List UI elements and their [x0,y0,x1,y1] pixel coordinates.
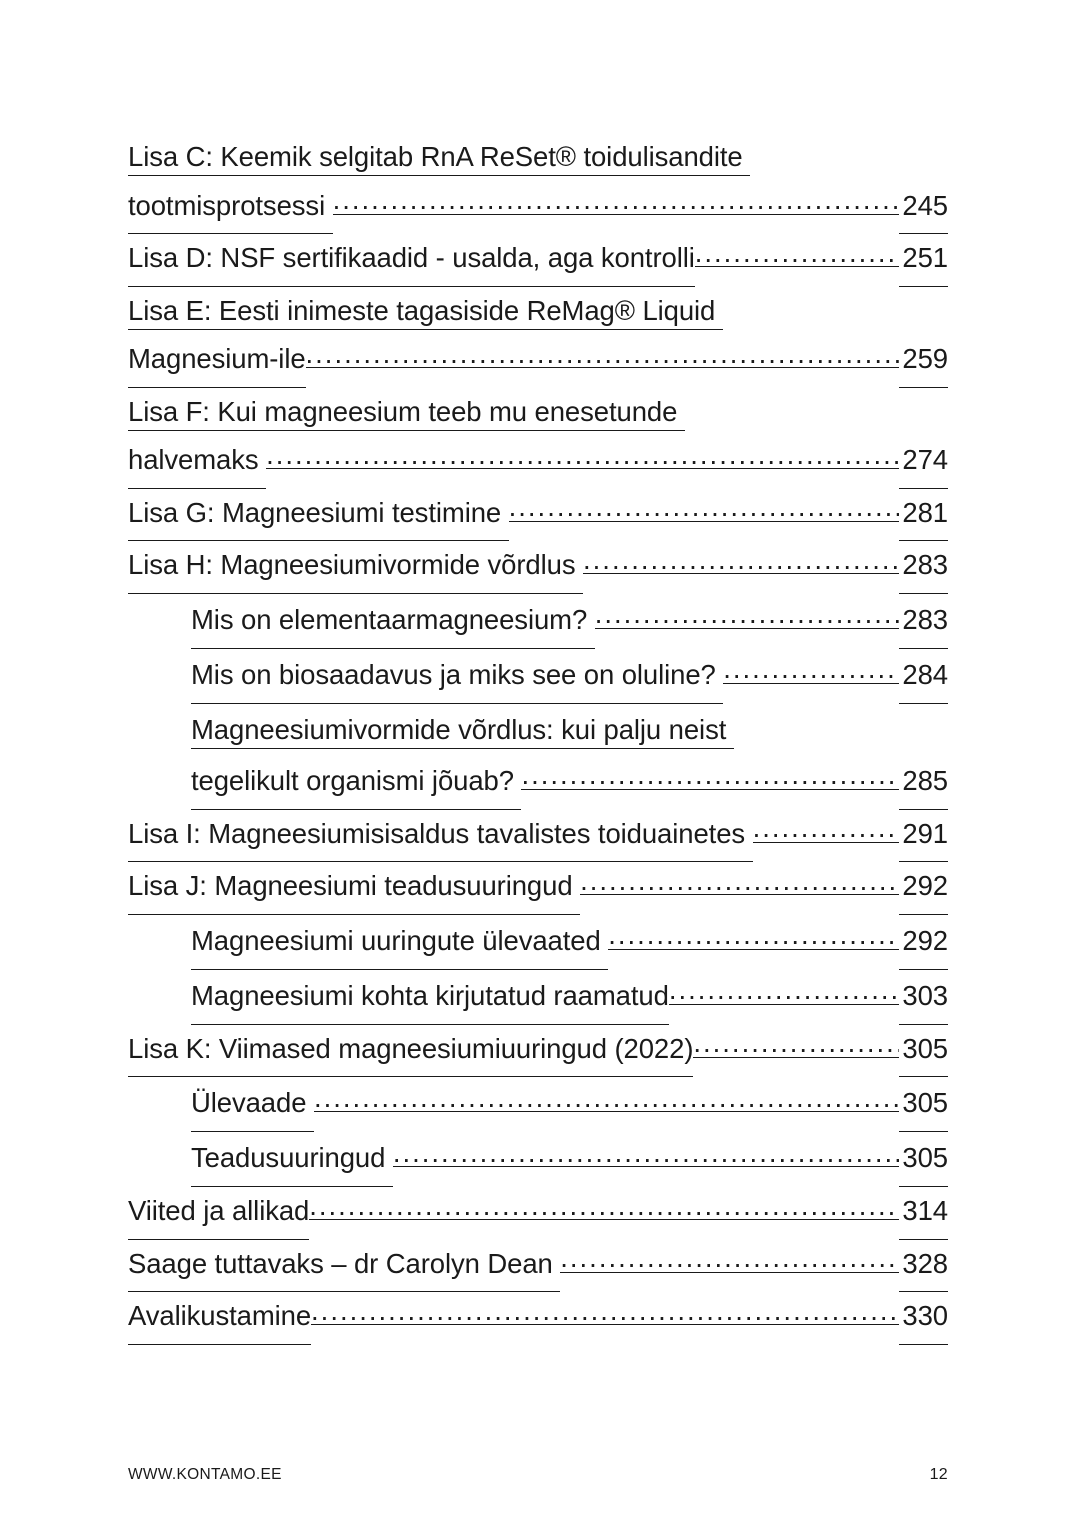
toc-entry[interactable] [128,287,948,388]
toc-entry-title-line [128,133,948,182]
toc-entry-row [191,755,948,810]
toc-entry-page-number: 259 [899,335,948,388]
toc-entry-row [191,649,948,704]
toc-entry-title: Magnesium-ile [128,335,306,388]
toc-entry[interactable] [128,489,948,542]
toc-entry-title: Mis on biosaadavus ja miks see on oluline? [191,649,723,704]
toc-entry-row [128,234,948,287]
toc-entry-row [128,1187,948,1240]
toc-entry-title-line [128,388,948,437]
toc-dot-leader [306,337,900,369]
toc-entry-page-number: 314 [899,1187,948,1240]
toc-entry-row [128,810,948,863]
page-footer [128,1466,948,1484]
toc-dot-leader [314,1081,899,1113]
toc-entry-row [128,1025,948,1078]
toc-entry-row [128,436,948,489]
toc-entry-page-number: 305 [899,1132,948,1187]
toc-entry-title-line-text: Lisa F: Kui magneesium teeb mu enesetunde [128,396,685,431]
toc-entry-page-number: 245 [899,182,948,235]
toc-entry-title: Lisa K: Viimased magneesiumiuuringud (2022) [128,1025,693,1078]
toc-entry-title: Saage tuttavaks – dr Carolyn Dean [128,1240,560,1293]
table-of-contents [128,133,948,1345]
toc-dot-leader [266,438,899,470]
toc-entry-page-number: 303 [899,970,948,1025]
toc-dot-leader [580,864,899,896]
toc-entry-page-number: 281 [899,489,948,542]
footer-website: WWW.KONTAMO.EE [128,1466,282,1483]
toc-entry-title: Lisa I: Magneesiumisisaldus tavalistes toiduainetes [128,810,753,863]
footer-page-number: 12 [929,1466,948,1483]
toc-dot-leader [560,1241,899,1273]
toc-entry-row [128,1292,948,1345]
toc-entry-page-number: 305 [899,1077,948,1132]
toc-entry-title: Mis on elementaarmagneesium? [191,594,595,649]
toc-entry-row [191,970,948,1025]
toc-dot-leader [695,236,900,268]
toc-entry-title: Lisa J: Magneesiumi teadusuuringud [128,862,580,915]
toc-entry-title-line [128,287,948,336]
toc-entry[interactable] [128,1292,948,1345]
toc-dot-leader [311,1294,899,1326]
toc-entry[interactable] [128,1077,948,1132]
toc-entry-page-number: 274 [899,436,948,489]
toc-entry-title-line-text: Magneesiumivormide võrdlus: kui palju neist [191,714,734,749]
toc-dot-leader [608,918,899,950]
toc-entry-title: Lisa D: NSF sertifikaadid - usalda, aga kontrolli [128,234,695,287]
toc-entry[interactable] [128,862,948,915]
toc-entry-page-number: 291 [899,810,948,863]
toc-dot-leader [753,811,900,843]
toc-entry[interactable] [128,1132,948,1187]
toc-dot-leader [393,1136,900,1168]
toc-dot-leader [669,973,900,1005]
toc-entry-title: Avalikustamine [128,1292,311,1345]
toc-entry-title: halvemaks [128,436,266,489]
toc-entry-row [128,541,948,594]
toc-entry[interactable] [128,133,948,234]
toc-entry-page-number: 285 [899,755,948,810]
toc-entry[interactable] [128,541,948,594]
toc-entry-page-number: 283 [899,541,948,594]
toc-dot-leader [509,490,900,522]
toc-entry-page-number: 251 [899,234,948,287]
toc-entry-title-line [191,704,948,755]
toc-entry-title-line-text: Lisa E: Eesti inimeste tagasiside ReMag® Liquid [128,295,723,330]
toc-entry-title: Magneesiumi kohta kirjutatud raamatud [191,970,669,1025]
toc-dot-leader [595,597,900,629]
toc-dot-leader [693,1026,899,1058]
toc-entry-row [191,915,948,970]
toc-entry[interactable] [128,970,948,1025]
toc-entry-row [128,182,948,235]
toc-dot-leader [723,652,899,684]
toc-entry-page-number: 305 [899,1025,948,1078]
toc-entry-page-number: 292 [899,915,948,970]
toc-dot-leader [309,1189,899,1221]
toc-entry-title: tootmisprotsessi [128,182,333,235]
toc-entry[interactable] [128,1025,948,1078]
toc-entry-page-number: 330 [899,1292,948,1345]
toc-dot-leader [583,543,899,575]
toc-entry-row [128,335,948,388]
toc-entry-row [191,1132,948,1187]
toc-entry[interactable] [128,649,948,704]
toc-entry[interactable] [128,388,948,489]
toc-entry-row [191,594,948,649]
toc-entry-title: Ülevaade [191,1077,314,1132]
toc-entry[interactable] [128,915,948,970]
toc-entry-page-number: 328 [899,1240,948,1293]
toc-entry-title-line-text: Lisa C: Keemik selgitab RnA ReSet® toidulisandite [128,141,750,176]
toc-entry-row [191,1077,948,1132]
toc-entry[interactable] [128,704,948,810]
toc-dot-leader [521,758,899,790]
toc-entry[interactable] [128,234,948,287]
toc-entry-page-number: 292 [899,862,948,915]
toc-entry[interactable] [128,1187,948,1240]
toc-entry[interactable] [128,810,948,863]
toc-dot-leader [333,183,900,215]
toc-entry-row [128,489,948,542]
toc-entry-title: Lisa G: Magneesiumi testimine [128,489,509,542]
toc-entry-page-number: 284 [899,649,948,704]
toc-entry-row [128,862,948,915]
toc-entry-row [128,1240,948,1293]
toc-entry-title: Magneesiumi uuringute ülevaated [191,915,608,970]
toc-entry-title: Lisa H: Magneesiumivormide võrdlus [128,541,583,594]
toc-entry-title: tegelikult organismi jõuab? [191,755,521,810]
toc-entry[interactable] [128,594,948,649]
toc-entry-title: Teadusuuringud [191,1132,393,1187]
toc-entry-page-number: 283 [899,594,948,649]
toc-entry-title: Viited ja allikad [128,1187,309,1240]
toc-entry[interactable] [128,1240,948,1293]
